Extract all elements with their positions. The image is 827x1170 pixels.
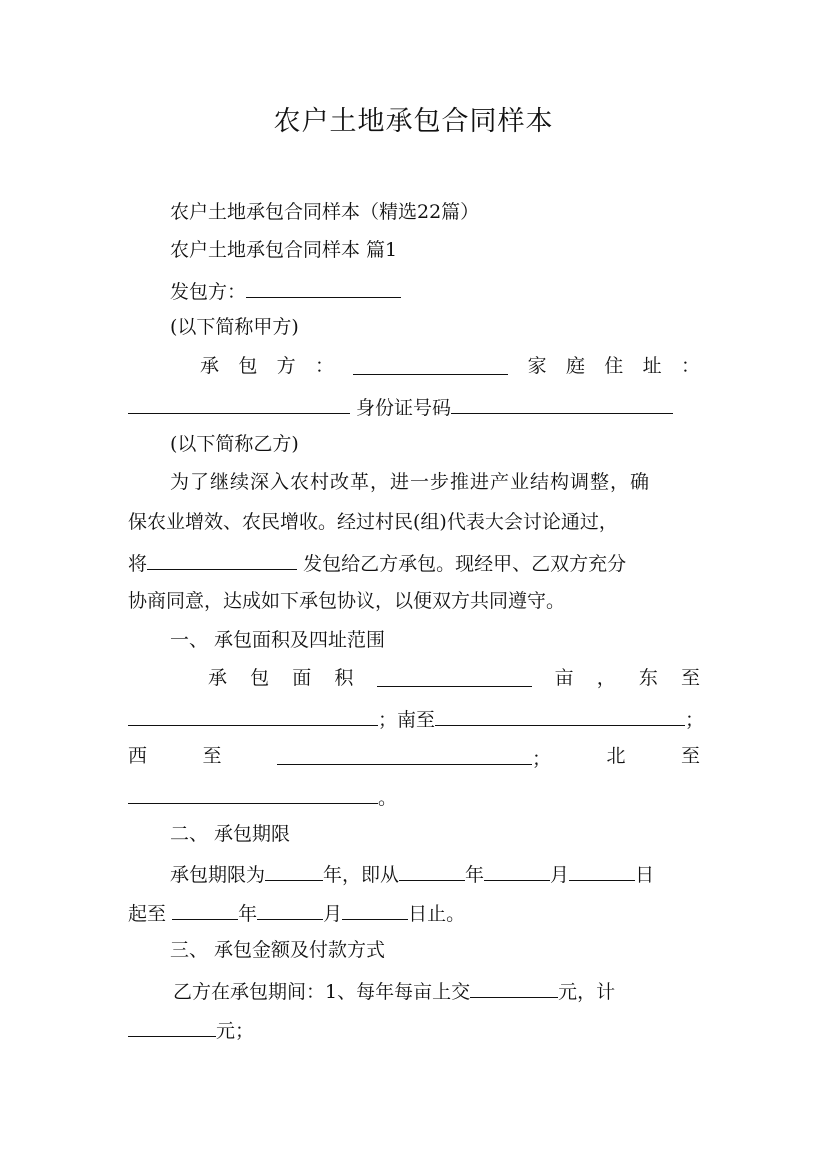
total-amount-blank	[128, 1014, 216, 1037]
term-end-line	[128, 897, 700, 928]
intro-line-2: 保农业增效、农民增收。经过村民(组)代表大会讨论通过，	[128, 511, 618, 533]
east-boundary-blank	[128, 703, 378, 726]
year-label: 年	[238, 903, 258, 925]
east-south-line	[128, 703, 705, 734]
month-label: 月	[550, 864, 570, 886]
west-char: 至	[202, 745, 222, 767]
intro-line-3	[128, 547, 700, 578]
north-char: 北	[606, 745, 626, 767]
semicolon: ；	[378, 709, 398, 731]
start-month-blank	[484, 858, 550, 881]
party-a-note: (以下简称甲方)	[170, 316, 299, 338]
piece-heading: 农户土地承包合同样本 篇1	[170, 239, 398, 261]
intro-line-3-pre: 将	[128, 553, 148, 575]
comma: ，	[596, 667, 616, 689]
month-label: 月	[323, 903, 343, 925]
section-2-title: 二、 承包期限	[170, 823, 291, 845]
start-day-blank	[569, 858, 635, 881]
party-b-label-char: 方	[276, 355, 296, 377]
period: 。	[378, 787, 398, 809]
area-line	[208, 664, 700, 692]
home-address-char: 家	[527, 355, 547, 377]
party-a-label: 发包方：	[170, 281, 247, 303]
east-char: 至	[680, 667, 700, 689]
party-b-label-char: 包	[238, 355, 258, 377]
east-char: 东	[638, 667, 658, 689]
party-a-line	[170, 275, 700, 306]
id-number-blank	[451, 391, 673, 414]
party-b-blank	[353, 352, 508, 375]
term-prefix: 承包期限为	[170, 864, 266, 886]
payment-line	[173, 975, 700, 1006]
start-to: 起至	[128, 903, 167, 925]
party-a-blank	[246, 275, 401, 298]
semicolon: ；	[531, 748, 551, 770]
section-3-title: 三、 承包金额及付款方式	[170, 939, 386, 961]
party-b-label-char: ：	[314, 355, 334, 377]
end-year-blank	[172, 897, 238, 920]
id-number-label: 身份证号码	[356, 397, 452, 419]
end-month-blank	[257, 897, 323, 920]
day-label: 日	[635, 864, 655, 886]
intro-line-4: 协商同意，达成如下承包协议，以便双方共同遵守。	[128, 590, 566, 612]
subtitle: 农户土地承包合同样本（精选22篇）	[170, 201, 480, 223]
south-boundary-blank	[435, 703, 685, 726]
party-b-note: (以下简称乙方)	[170, 433, 299, 455]
home-address-char: ：	[680, 355, 700, 377]
mu-unit: 亩	[554, 667, 574, 689]
term-line	[170, 858, 700, 889]
semicolon: ；	[685, 709, 705, 731]
year-label: 年	[465, 864, 485, 886]
per-mu-amount-blank	[470, 975, 558, 998]
yuan-total: 元，计	[558, 981, 616, 1003]
address-blank	[128, 391, 350, 414]
party-b-line	[200, 352, 700, 380]
party-b-label-char: 承	[200, 355, 220, 377]
area-label-char: 承	[208, 667, 228, 689]
west-char: 西	[128, 745, 148, 767]
intro-line-1: 为了继续深入农村改革，进一步推进产业结构调整，确	[170, 471, 651, 493]
home-address-char: 庭	[565, 355, 585, 377]
term-years-blank	[265, 858, 323, 881]
home-address-char: 住	[604, 355, 624, 377]
area-blank	[377, 664, 532, 687]
address-id-line	[128, 391, 700, 422]
west-north-line	[128, 742, 700, 773]
west-boundary-blank	[277, 742, 532, 765]
intro-line-3-post: 发包给乙方承包。现经甲、乙双方充分	[303, 553, 627, 575]
home-address-char: 址	[642, 355, 662, 377]
start-year-blank	[399, 858, 465, 881]
yuan-end: 元；	[216, 1020, 255, 1042]
contract-target-blank	[147, 547, 297, 570]
payment-total-line	[128, 1014, 700, 1045]
north-char: 至	[680, 745, 700, 767]
area-label-char: 包	[250, 667, 270, 689]
area-label-char: 面	[292, 667, 312, 689]
end-day-blank	[342, 897, 408, 920]
section-1-title: 一、 承包面积及四址范围	[170, 629, 386, 651]
area-label-char: 积	[334, 667, 354, 689]
document-title: 农户土地承包合同样本	[273, 106, 554, 137]
payment-prefix: 乙方在承包期间：1、每年每亩上交	[173, 981, 471, 1003]
day-end: 日止。	[408, 903, 466, 925]
north-boundary-line	[128, 781, 700, 812]
south-label: 南至	[397, 709, 436, 731]
north-boundary-blank	[128, 781, 378, 804]
year-comma-from: 年，即从	[323, 864, 400, 886]
